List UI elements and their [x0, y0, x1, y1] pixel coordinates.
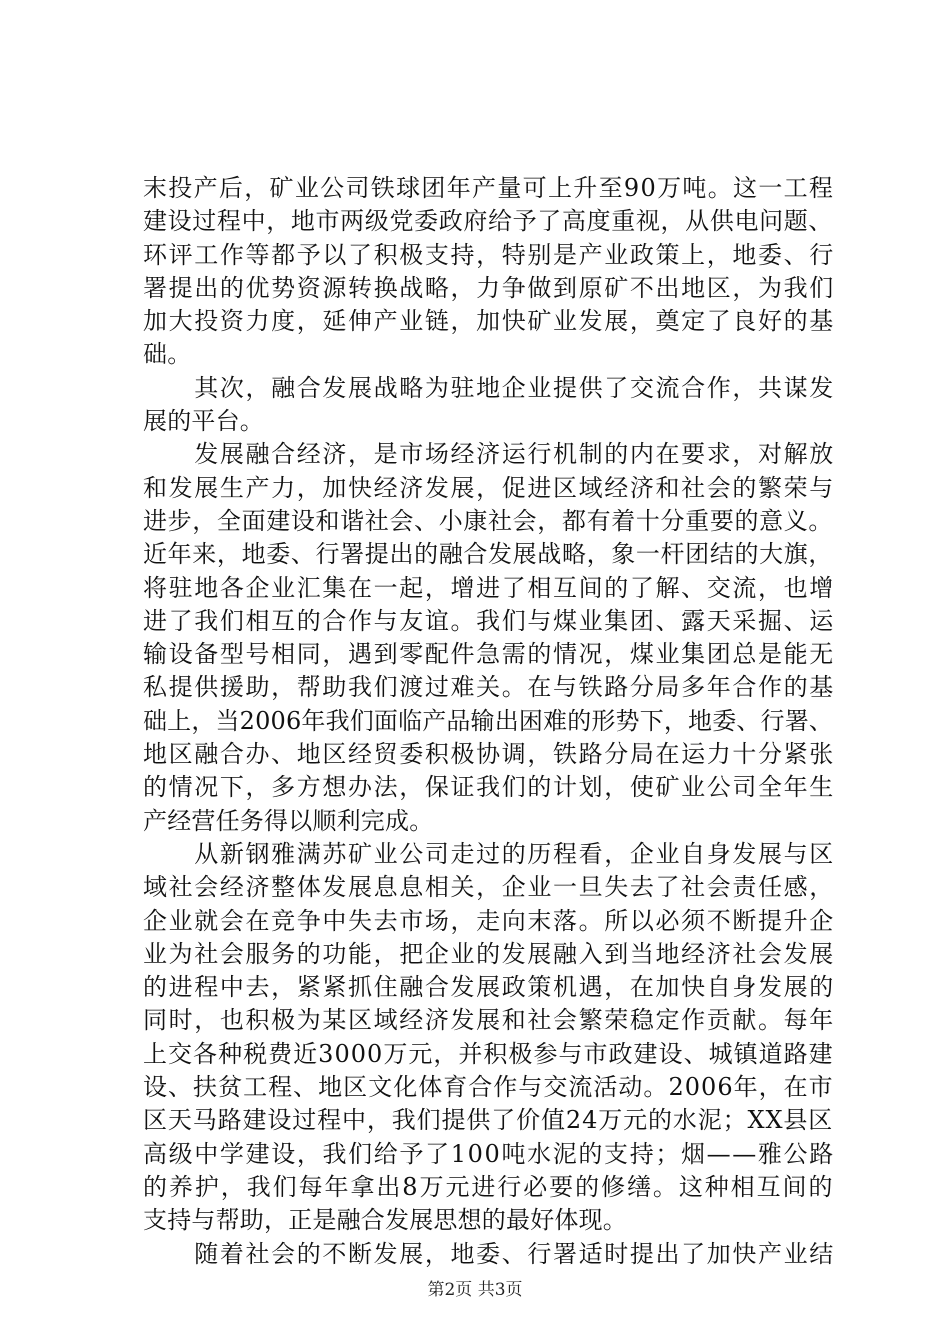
text-line: 私提供援助，帮助我们渡过难关。在与铁路分局多年合作的基: [143, 673, 835, 702]
text-line: 和发展生产力，加快经济发展，促进区域经济和社会的繁荣与: [143, 473, 835, 502]
body-text: [143, 172, 833, 1271]
text-line: 随着社会的不断发展，地委、行署适时提出了加快产业结: [143, 1239, 835, 1268]
text-line: 地区融合办、地区经贸委积极协调，铁路分局在运力十分紧张: [143, 740, 835, 769]
text-line: 企业就会在竞争中失去市场，走向末落。所以必须不断提升企: [143, 906, 835, 935]
text-line: 础。: [143, 340, 192, 369]
text-line: 域社会经济整体发展息息相关，企业一旦失去了社会责任感，: [143, 873, 835, 902]
text-line: 将驻地各企业汇集在一起，增进了相互间的了解、交流，也增: [143, 573, 835, 602]
page-footer: 第2页 共3页: [427, 1280, 523, 1300]
text-line: 上交各种税费近3000万元，并积极参与市政建设、城镇道路建: [143, 1039, 834, 1068]
text-line: 发展融合经济，是市场经济运行机制的内在要求，对解放: [143, 440, 835, 469]
text-line: 进了我们相互的合作与友谊。我们与煤业集团、露天采掘、运: [143, 606, 835, 635]
text-line: 环评工作等都予以了积极支持，特别是产业政策上，地委、行: [143, 240, 835, 269]
text-line: 的进程中去，紧紧抓住融合发展政策机遇，在加快自身发展的: [143, 973, 835, 1002]
text-line: 同时，也积极为某区域经济发展和社会繁荣稳定作贡献。每年: [143, 1006, 835, 1035]
text-line: 的养护，我们每年拿出8万元进行必要的修缮。这种相互间的: [143, 1172, 835, 1201]
text-line: 其次，融合发展战略为驻地企业提供了交流合作，共谋发: [143, 373, 835, 402]
text-line: 设、扶贫工程、地区文化体育合作与交流活动。2006年，在市: [143, 1073, 834, 1102]
text-line: 近年来，地委、行署提出的融合发展战略，象一杆团结的大旗，: [143, 540, 834, 569]
text-line: 从新钢雅满苏矿业公司走过的历程看，企业自身发展与区: [143, 839, 835, 868]
text-line: 区天马路建设过程中，我们提供了价值24万元的水泥；XX县区: [143, 1106, 834, 1135]
text-line: 产经营任务得以顺利完成。: [143, 806, 434, 835]
text-line: 的情况下，多方想办法，保证我们的计划，使矿业公司全年生: [143, 773, 835, 802]
text-line: 业为社会服务的功能，把企业的发展融入到当地经济社会发展: [143, 939, 835, 968]
text-line: 输设备型号相同，遇到零配件急需的情况，煤业集团总是能无: [143, 640, 835, 669]
text-line: 署提出的优势资源转换战略，力争做到原矿不出地区，为我们: [143, 273, 835, 302]
text-line: 建设过程中，地市两级党委政府给予了高度重视，从供电问题、: [143, 207, 834, 236]
text-line: 支持与帮助，正是融合发展思想的最好体现。: [143, 1206, 627, 1235]
text-line: 加大投资力度，延伸产业链，加快矿业发展，奠定了良好的基: [143, 307, 835, 336]
text-line: 进步，全面建设和谐社会、小康社会，都有着十分重要的意义。: [143, 506, 834, 535]
text-line: 础上，当2006年我们面临产品输出困难的形势下，地委、行署、: [143, 706, 834, 735]
text-line: 展的平台。: [143, 407, 264, 436]
text-line: 末投产后，矿业公司铁球团年产量可上升至90万吨。这一工程: [143, 174, 835, 202]
text-line: 高级中学建设，我们给予了100吨水泥的支持；烟——雅公路: [143, 1139, 835, 1168]
